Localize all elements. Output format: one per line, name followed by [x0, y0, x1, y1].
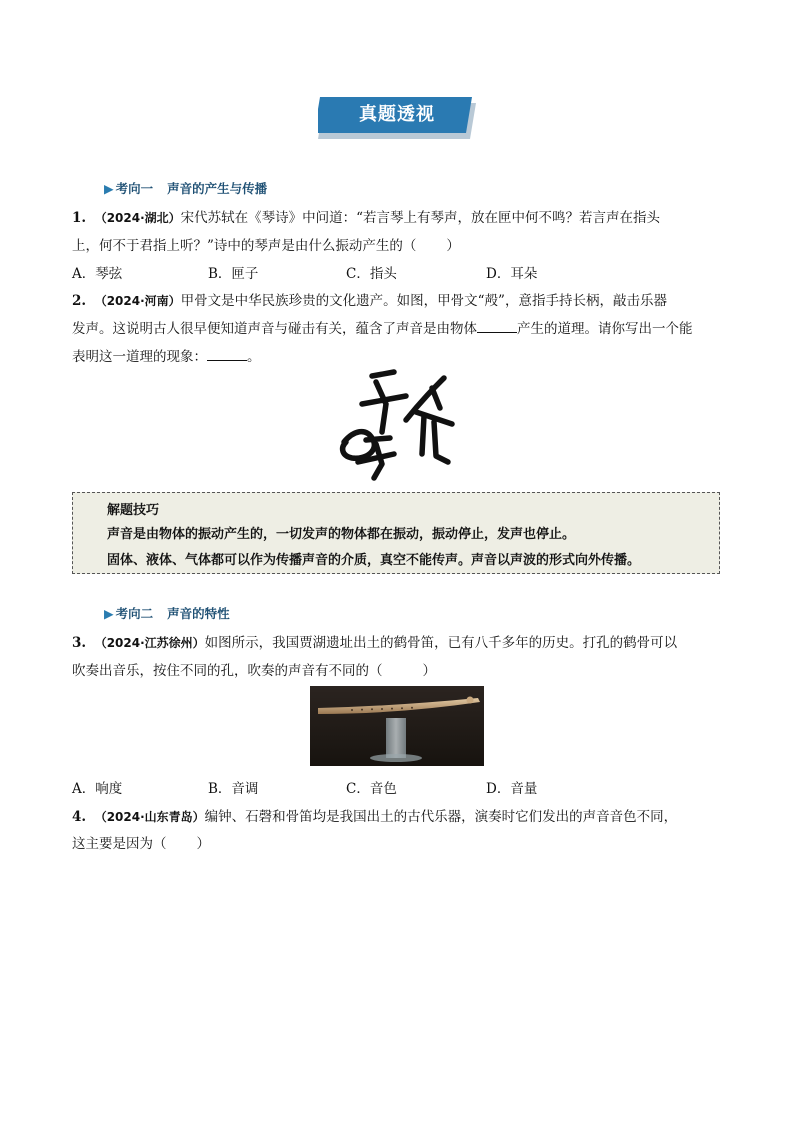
- section-title: 声音的产生与传播: [167, 181, 268, 196]
- triangle-marker-icon: ▶: [104, 606, 114, 621]
- question-2-line-2: 发声。这说明古人很早便知道声音与碰击有关，蕴含了声音是由物体 产生的道理。请你写出一个能: [72, 321, 693, 337]
- question-number: 3.: [72, 635, 87, 651]
- oracle-bone-glyph-image: [336, 368, 460, 484]
- section-label: 考向二: [115, 606, 154, 621]
- section-banner: [318, 97, 476, 139]
- question-3-line-1: [72, 631, 722, 651]
- question-text: 甲骨文是中华民族珍贵的文化遗产。如图，甲骨文“殸”，意指手持长柄，敲击乐器: [180, 293, 667, 309]
- question-text: 编钟、石磬和骨笛均是我国出土的古代乐器，演奏时它们发出的声音音色不同，: [204, 809, 678, 825]
- question-1-line-1: [72, 206, 722, 226]
- option-d: D．耳朵: [486, 266, 538, 282]
- answer-blank[interactable]: [207, 348, 247, 361]
- question-number: 4.: [72, 809, 87, 825]
- option-d: D．音量: [486, 781, 538, 797]
- question-2-line-3: 表明这一道理的现象： 。: [72, 349, 261, 365]
- option-c: C．音色: [346, 781, 397, 797]
- question-number: 1.: [72, 210, 87, 226]
- tips-line-2: 固体、液体、气体都可以作为传播声音的介质，真空不能传声。声音以声波的形式向外传播。: [107, 553, 641, 568]
- bone-flute-photo: [310, 686, 484, 766]
- section-heading-2: [104, 604, 230, 622]
- question-4-line-2: 这主要是因为（ ）: [72, 836, 210, 852]
- question-text: 如图所示，我国贾湖遗址出土的鹤骨笛，已有八千多年的历史。打孔的鹤骨可以: [204, 635, 678, 651]
- section-heading-1: [104, 179, 267, 197]
- section-label: 考向一: [115, 181, 154, 196]
- question-text: 吹奏出音乐，按住不同的孔，吹奏的声音有不同的（: [72, 663, 383, 679]
- tips-title: 解题技巧: [107, 503, 160, 518]
- option-a: A．琴弦: [72, 266, 123, 282]
- question-text: 宋代苏轼在《琴诗》中问道：“若言琴上有琴声，放在匣中何不鸣？若言声在指头: [180, 210, 661, 226]
- question-source: （2024·河南）: [94, 294, 181, 308]
- question-source: （2024·山东青岛）: [94, 810, 205, 824]
- option-b: B．音调: [208, 781, 259, 797]
- option-a: A．响度: [72, 781, 123, 797]
- tips-line-1: 声音是由物体的振动产生的，一切发声的物体都在振动，振动停止，发声也停止。: [107, 527, 576, 542]
- option-c: C．指头: [346, 266, 397, 282]
- tips-box: [72, 492, 720, 574]
- question-4-line-1: [72, 805, 722, 825]
- option-b: B．匣子: [208, 266, 259, 282]
- triangle-marker-icon: ▶: [104, 181, 114, 196]
- question-number: 2.: [72, 293, 87, 309]
- question-source: （2024·湖北）: [94, 211, 181, 225]
- question-3-line-2: 吹奏出音乐，按住不同的孔，吹奏的声音有不同的（ ）: [72, 663, 436, 679]
- section-title: 声音的特性: [167, 606, 230, 621]
- question-2-line-1: [72, 289, 722, 309]
- question-text: 这主要是因为（: [72, 836, 167, 852]
- answer-blank[interactable]: [477, 320, 517, 333]
- question-1-line-2: 上，何不于君指上听？”诗中的琴声是由什么振动产生的（ ）: [72, 238, 460, 254]
- question-source: （2024·江苏徐州）: [94, 636, 205, 650]
- question-text: 上，何不于君指上听？”诗中的琴声是由什么振动产生的（: [72, 238, 417, 254]
- banner-title: 真题透视: [359, 104, 435, 125]
